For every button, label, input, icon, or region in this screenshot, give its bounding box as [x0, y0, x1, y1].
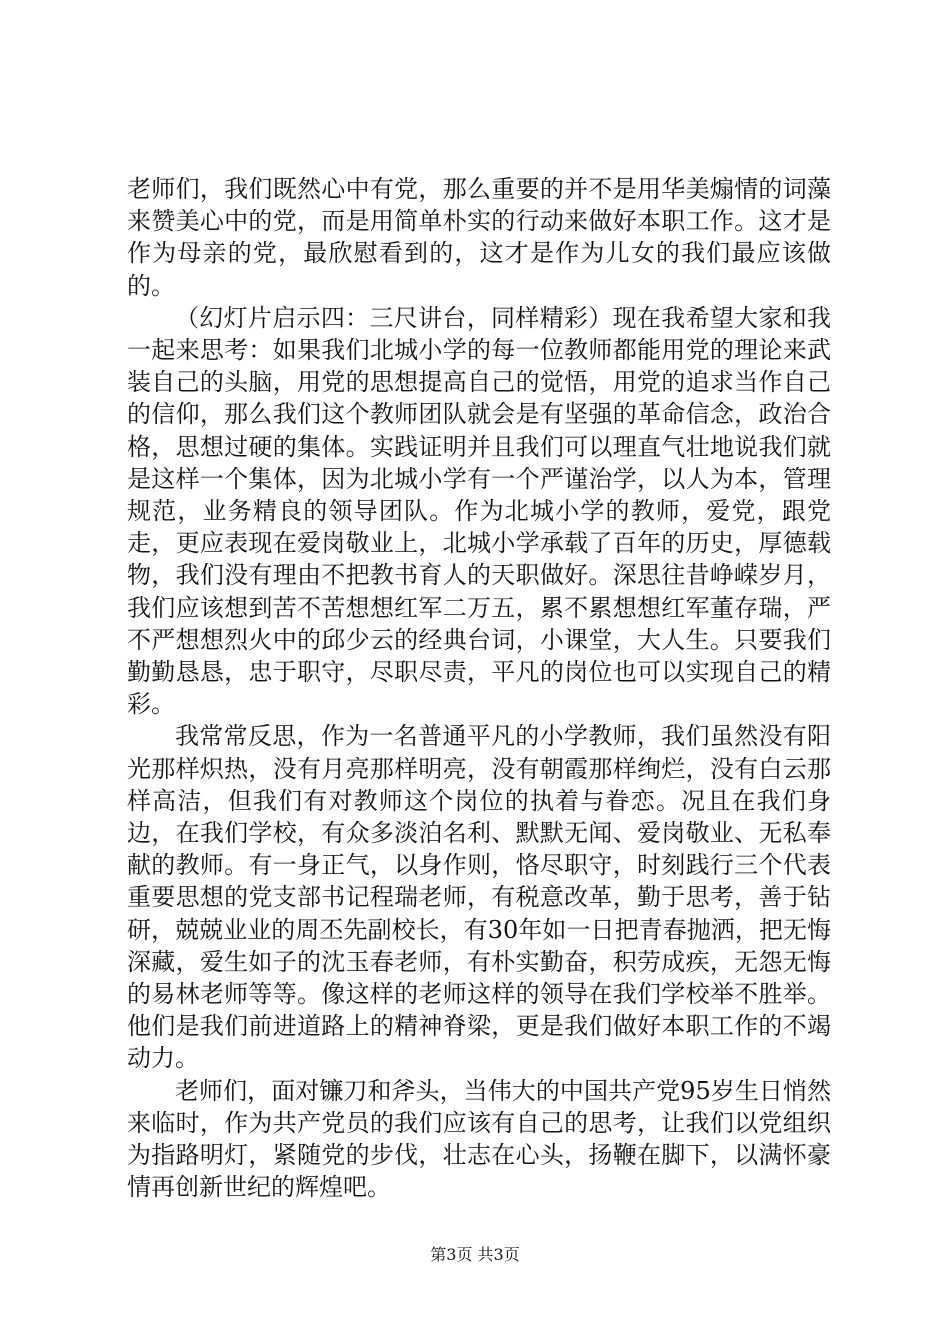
- paragraph-1: 老师们，我们既然心中有党，那么重要的并不是用华美煽情的词藻来赞美心中的党，而是用简单朴实的行动来做好本职工作。这才是作为母亲的党，最欣慰看到的，这才是作为儿女的我们最应该做的。: [127, 175, 831, 300]
- document-body: [127, 173, 831, 1204]
- paragraph-3: 我常常反思，作为一名普通平凡的小学教师，我们虽然没有阳光那样炽热，没有月亮那样明亮，没有朝霞那样绚烂，没有白云那样高洁，但我们有对教师这个岗位的执着与眷恋。况且在我们身边，在我们学校，有众多淡泊名利、默默无闻、爱岗敬业、无私奉献的教师。有一身正气，以身作则，恪尽职守，时刻践行三个代表重要思想的党支部书记程瑞老师，有税意改革，勤于思考，善于钻研，兢兢业业的周丕先副校长，有30年如一日把青春抛洒，把无悔深藏，爱生如子的沈玉春老师，有朴实勤奋，积劳成疾，无怨无悔的易林老师等等。像这样的老师这样的领导在我们学校举不胜举。他们是我们前进道路上的精神脊梁，更是我们做好本职工作的不竭动力。: [127, 722, 831, 1073]
- paragraph-2: （幻灯片启示四：三尺讲台，同样精彩）现在我希望大家和我一起来思考：如果我们北城小学的每一位教师都能用党的理论来武装自己的头脑，用党的思想提高自己的觉悟，用党的追求当作自己的信仰，那么我们这个教师团队就会是有坚强的革命信念，政治合格，思想过硬的集体。实践证明并且我们可以理直气壮地说我们就是这样一个集体，因为北城小学有一个严谨治学，以人为本，管理规范，业务精良的领导团队。作为北城小学的教师，爱党，跟党走，更应表现在爱岗敬业上，北城小学承载了百年的历史，厚德载物，我们没有理由不把教书育人的天职做好。深思往昔峥嵘岁月，我们应该想到苦不苦想想红军二万五，累不累想想红军董存瑞，严不严想想烈火中的邱少云的经典台词，小课堂，大人生。只要我们勤勤恳恳，忠于职守，尽职尽责，平凡的岗位也可以实现自己的精彩。: [127, 303, 831, 719]
- paragraph-4: 老师们，面对镰刀和斧头，当伟大的中国共产党95岁生日悄然来临时，作为共产党员的我们应该有自己的思考，让我们以党组织为指路明灯，紧随党的步伐，壮志在心头，扬鞭在脚下，以满怀豪情再创新世纪的辉煌吧。: [127, 1076, 831, 1202]
- page-footer: 第3页 共3页: [430, 1245, 520, 1264]
